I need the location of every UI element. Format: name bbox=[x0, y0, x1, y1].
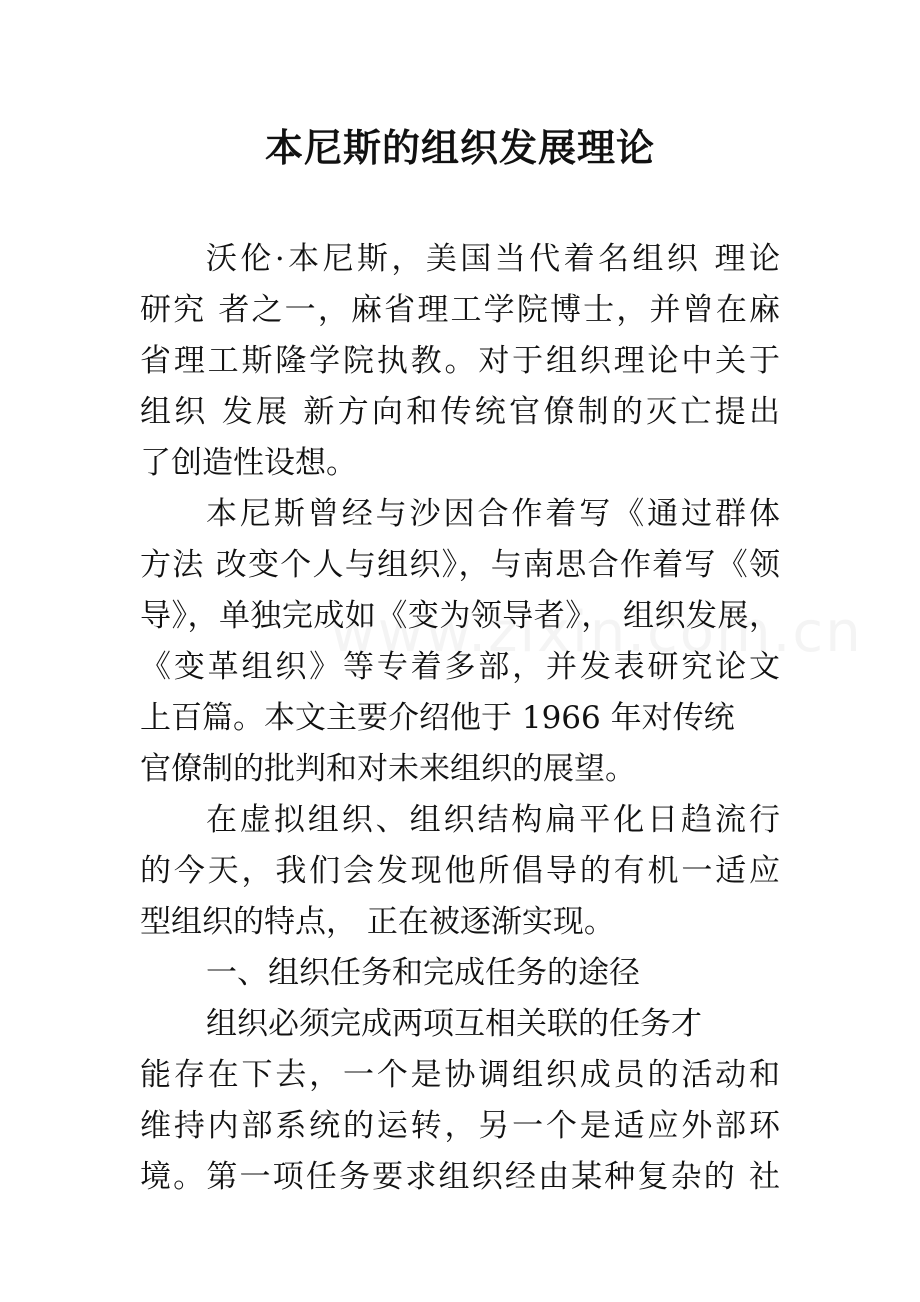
document-title: 本尼斯的组织发展理论 bbox=[264, 126, 655, 170]
paragraph-line: 方法 改变个人与组织》，与南思合作着写《领 bbox=[140, 547, 780, 583]
paragraph-line: 组织 发展 新方向和传统官僚制的灭亡提出 bbox=[140, 394, 780, 430]
paragraph-line: 沃伦·本尼斯，美国当代着名组织 理论 bbox=[206, 241, 780, 277]
section-heading: 一、组织任务和完成任务的途径 bbox=[206, 955, 640, 991]
paragraph-line: 在虚拟组织、组织结构扁平化日趋流行 bbox=[206, 802, 780, 838]
paragraph-line: 的今天，我们会发现他所倡导的有机一适应 bbox=[140, 853, 780, 889]
paragraph-line: 上百篇。本文主要介绍他于 1966 年对传统 bbox=[140, 700, 735, 736]
paragraph-line: 官僚制的批判和对未来组织的展望。 bbox=[140, 751, 636, 787]
paragraph-line: 组织必须完成两项互相关联的任务才 bbox=[206, 1006, 702, 1042]
paragraph-line: 《变革组织》等专着多部，并发表研究论文 bbox=[140, 649, 780, 685]
paragraph-line: 了创造性设想。 bbox=[140, 445, 357, 481]
paragraph-line: 本尼斯曾经与沙因合作着写《通过群体 bbox=[206, 496, 780, 532]
paragraph-line: 省理工斯隆学院执教。对于组织理论中关于 bbox=[140, 343, 780, 379]
paragraph-line: 能存在下去，一个是协调组织成员的活动和 bbox=[140, 1057, 780, 1093]
paragraph-line: 导》，单独完成如《变为领导者》， 组织发展， bbox=[140, 598, 780, 634]
paragraph-line: 维持内部系统的运转，另一个是适应外部环 bbox=[140, 1108, 780, 1144]
paragraph-line: 型组织的特点， 正在被逐渐实现。 bbox=[140, 904, 615, 940]
paragraph-line: 境。第一项任务要求组织经由某种复杂的 社 bbox=[140, 1159, 780, 1195]
paragraph-line: 研究 者之一，麻省理工学院博士，并曾在麻 bbox=[140, 292, 780, 328]
document-body bbox=[140, 234, 780, 1203]
